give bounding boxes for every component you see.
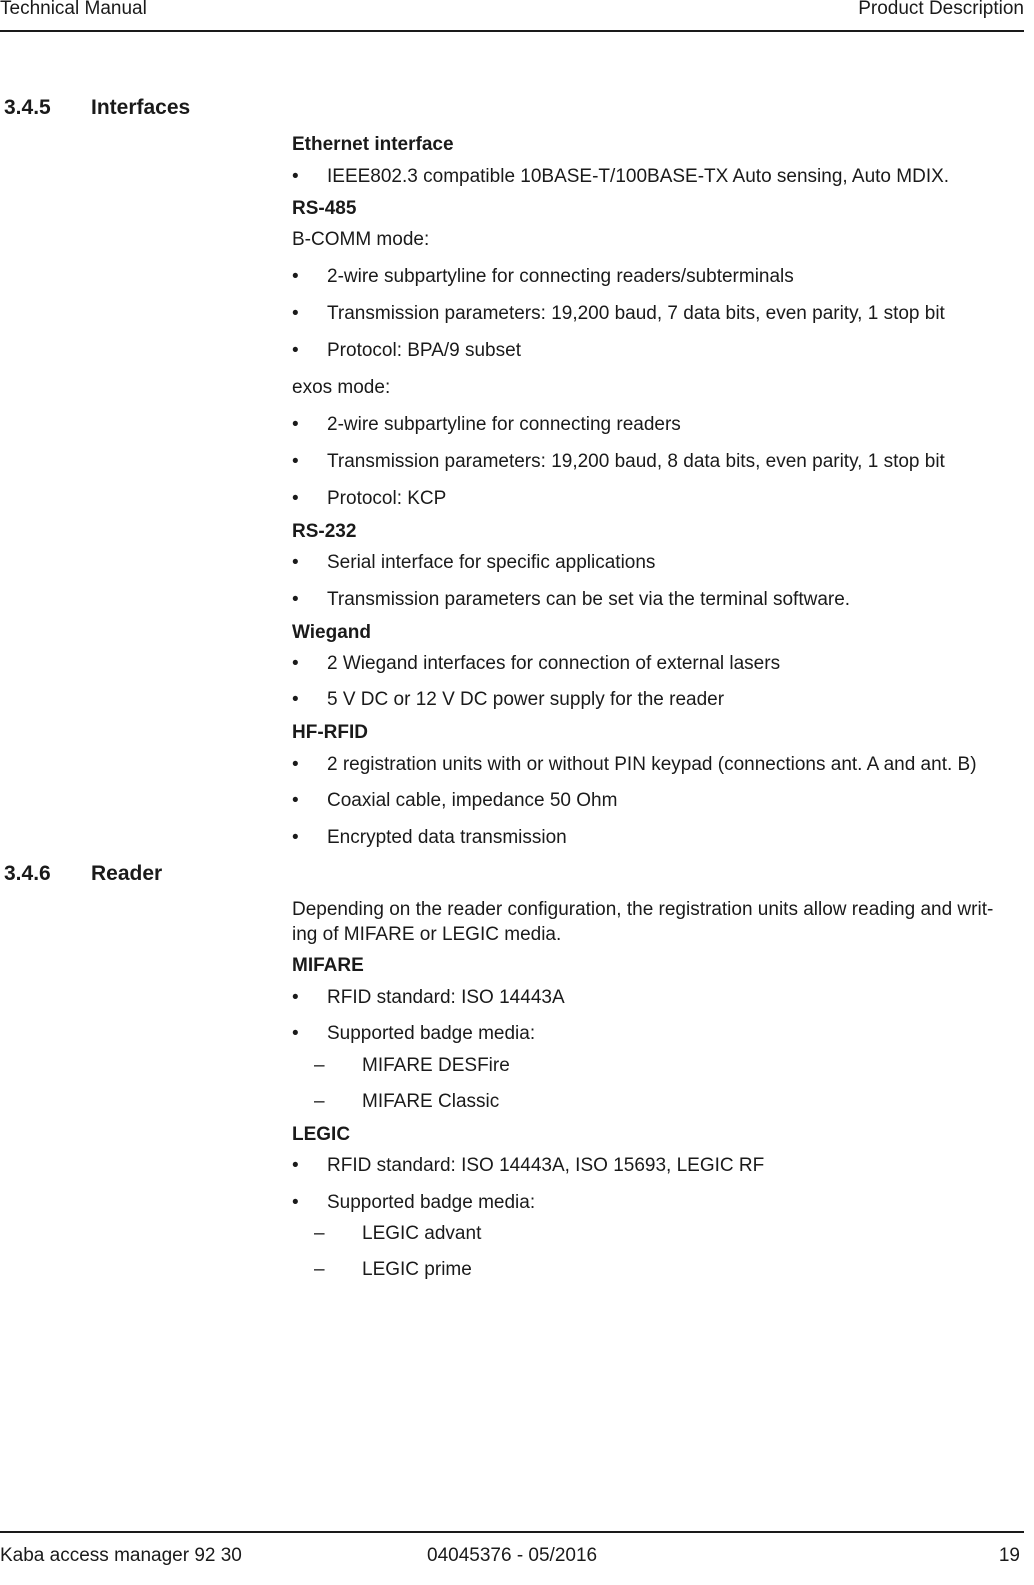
bullet-icon: •: [292, 488, 299, 509]
list-item: Coaxial cable, impedance 50 Ohm: [327, 790, 618, 811]
bullet-icon: •: [292, 340, 299, 361]
list-item: Transmission parameters: 19,200 baud, 8 data bits, even parity, 1 stop bit: [327, 451, 945, 472]
section-number-reader: 3.4.6: [4, 862, 51, 885]
dash-icon: –: [314, 1091, 325, 1112]
dash-icon: –: [314, 1223, 325, 1244]
list-item: RFID standard: ISO 14443A: [327, 987, 565, 1008]
list-item: Protocol: BPA/9 subset: [327, 340, 521, 361]
bullet-icon: •: [292, 303, 299, 324]
list-item: Supported badge media:: [327, 1192, 536, 1213]
list-item: 2-wire subpartyline for connecting readers/subterminals: [327, 266, 794, 287]
section-title-interfaces: Interfaces: [91, 96, 191, 119]
bullet-icon: •: [292, 1192, 299, 1213]
bullet-icon: •: [292, 166, 299, 187]
dash-icon: –: [314, 1259, 325, 1280]
page-number: 19: [998, 1545, 1020, 1566]
sub-list-item: MIFARE Classic: [362, 1091, 500, 1112]
subheading-ethernet: Ethernet interface: [292, 134, 454, 155]
label-exos-mode: exos mode:: [292, 377, 391, 398]
list-item: Transmission parameters: 19,200 baud, 7 data bits, even parity, 1 stop bit: [327, 303, 945, 324]
section-number-interfaces: 3.4.5: [4, 96, 51, 119]
footer-product-name: Kaba access manager 92 30: [0, 1545, 242, 1566]
sub-list-item: LEGIC advant: [362, 1223, 482, 1244]
header-divider: [0, 30, 1024, 32]
dash-icon: –: [314, 1055, 325, 1076]
bullet-icon: •: [292, 451, 299, 472]
list-item: 2 registration units with or without PIN keypad (connections ant. A and ant. B): [327, 754, 977, 775]
bullet-icon: •: [292, 1155, 299, 1176]
bullet-icon: •: [292, 552, 299, 573]
paragraph-reader-intro-line-2: ing of MIFARE or LEGIC media.: [292, 924, 562, 945]
list-item: 5 V DC or 12 V DC power supply for the reader: [327, 689, 725, 710]
list-item: Protocol: KCP: [327, 488, 447, 509]
footer-document-number: 04045376 - 05/2016: [427, 1545, 598, 1566]
bullet-icon: •: [292, 689, 299, 710]
list-item: IEEE802.3 compatible 10BASE-T/100BASE-TX Auto sensing, Auto MDIX.: [327, 166, 950, 187]
bullet-icon: •: [292, 754, 299, 775]
section-title-reader: Reader: [91, 862, 163, 885]
header-chapter: Product Description: [858, 0, 1024, 19]
bullet-icon: •: [292, 790, 299, 811]
list-item: 2 Wiegand interfaces for connection of external lasers: [327, 653, 781, 674]
subheading-rs485: RS-485: [292, 198, 357, 219]
list-item: RFID standard: ISO 14443A, ISO 15693, LEGIC RF: [327, 1155, 765, 1176]
sub-list-item: LEGIC prime: [362, 1259, 472, 1280]
bullet-icon: •: [292, 1023, 299, 1044]
header-document-type: Technical Manual: [0, 0, 147, 19]
subheading-legic: LEGIC: [292, 1124, 351, 1145]
footer-divider: [0, 1531, 1024, 1533]
label-bcomm-mode: B-COMM mode:: [292, 229, 430, 250]
bullet-icon: •: [292, 589, 299, 610]
bullet-icon: •: [292, 266, 299, 287]
subheading-wiegand: Wiegand: [292, 622, 371, 643]
bullet-icon: •: [292, 653, 299, 674]
list-item: Encrypted data transmission: [327, 827, 567, 848]
paragraph-reader-intro-line-1: Depending on the reader configuration, the registration units allow reading and writ-: [292, 899, 994, 920]
list-item: Transmission parameters can be set via the terminal software.: [327, 589, 851, 610]
subheading-mifare: MIFARE: [292, 955, 364, 976]
sub-list-item: MIFARE DESFire: [362, 1055, 510, 1076]
list-item: 2-wire subpartyline for connecting readers: [327, 414, 681, 435]
bullet-icon: •: [292, 987, 299, 1008]
bullet-icon: •: [292, 414, 299, 435]
bullet-icon: •: [292, 827, 299, 848]
subheading-hf-rfid: HF-RFID: [292, 722, 368, 743]
list-item: Serial interface for specific applications: [327, 552, 656, 573]
list-item: Supported badge media:: [327, 1023, 536, 1044]
subheading-rs232: RS-232: [292, 521, 357, 542]
